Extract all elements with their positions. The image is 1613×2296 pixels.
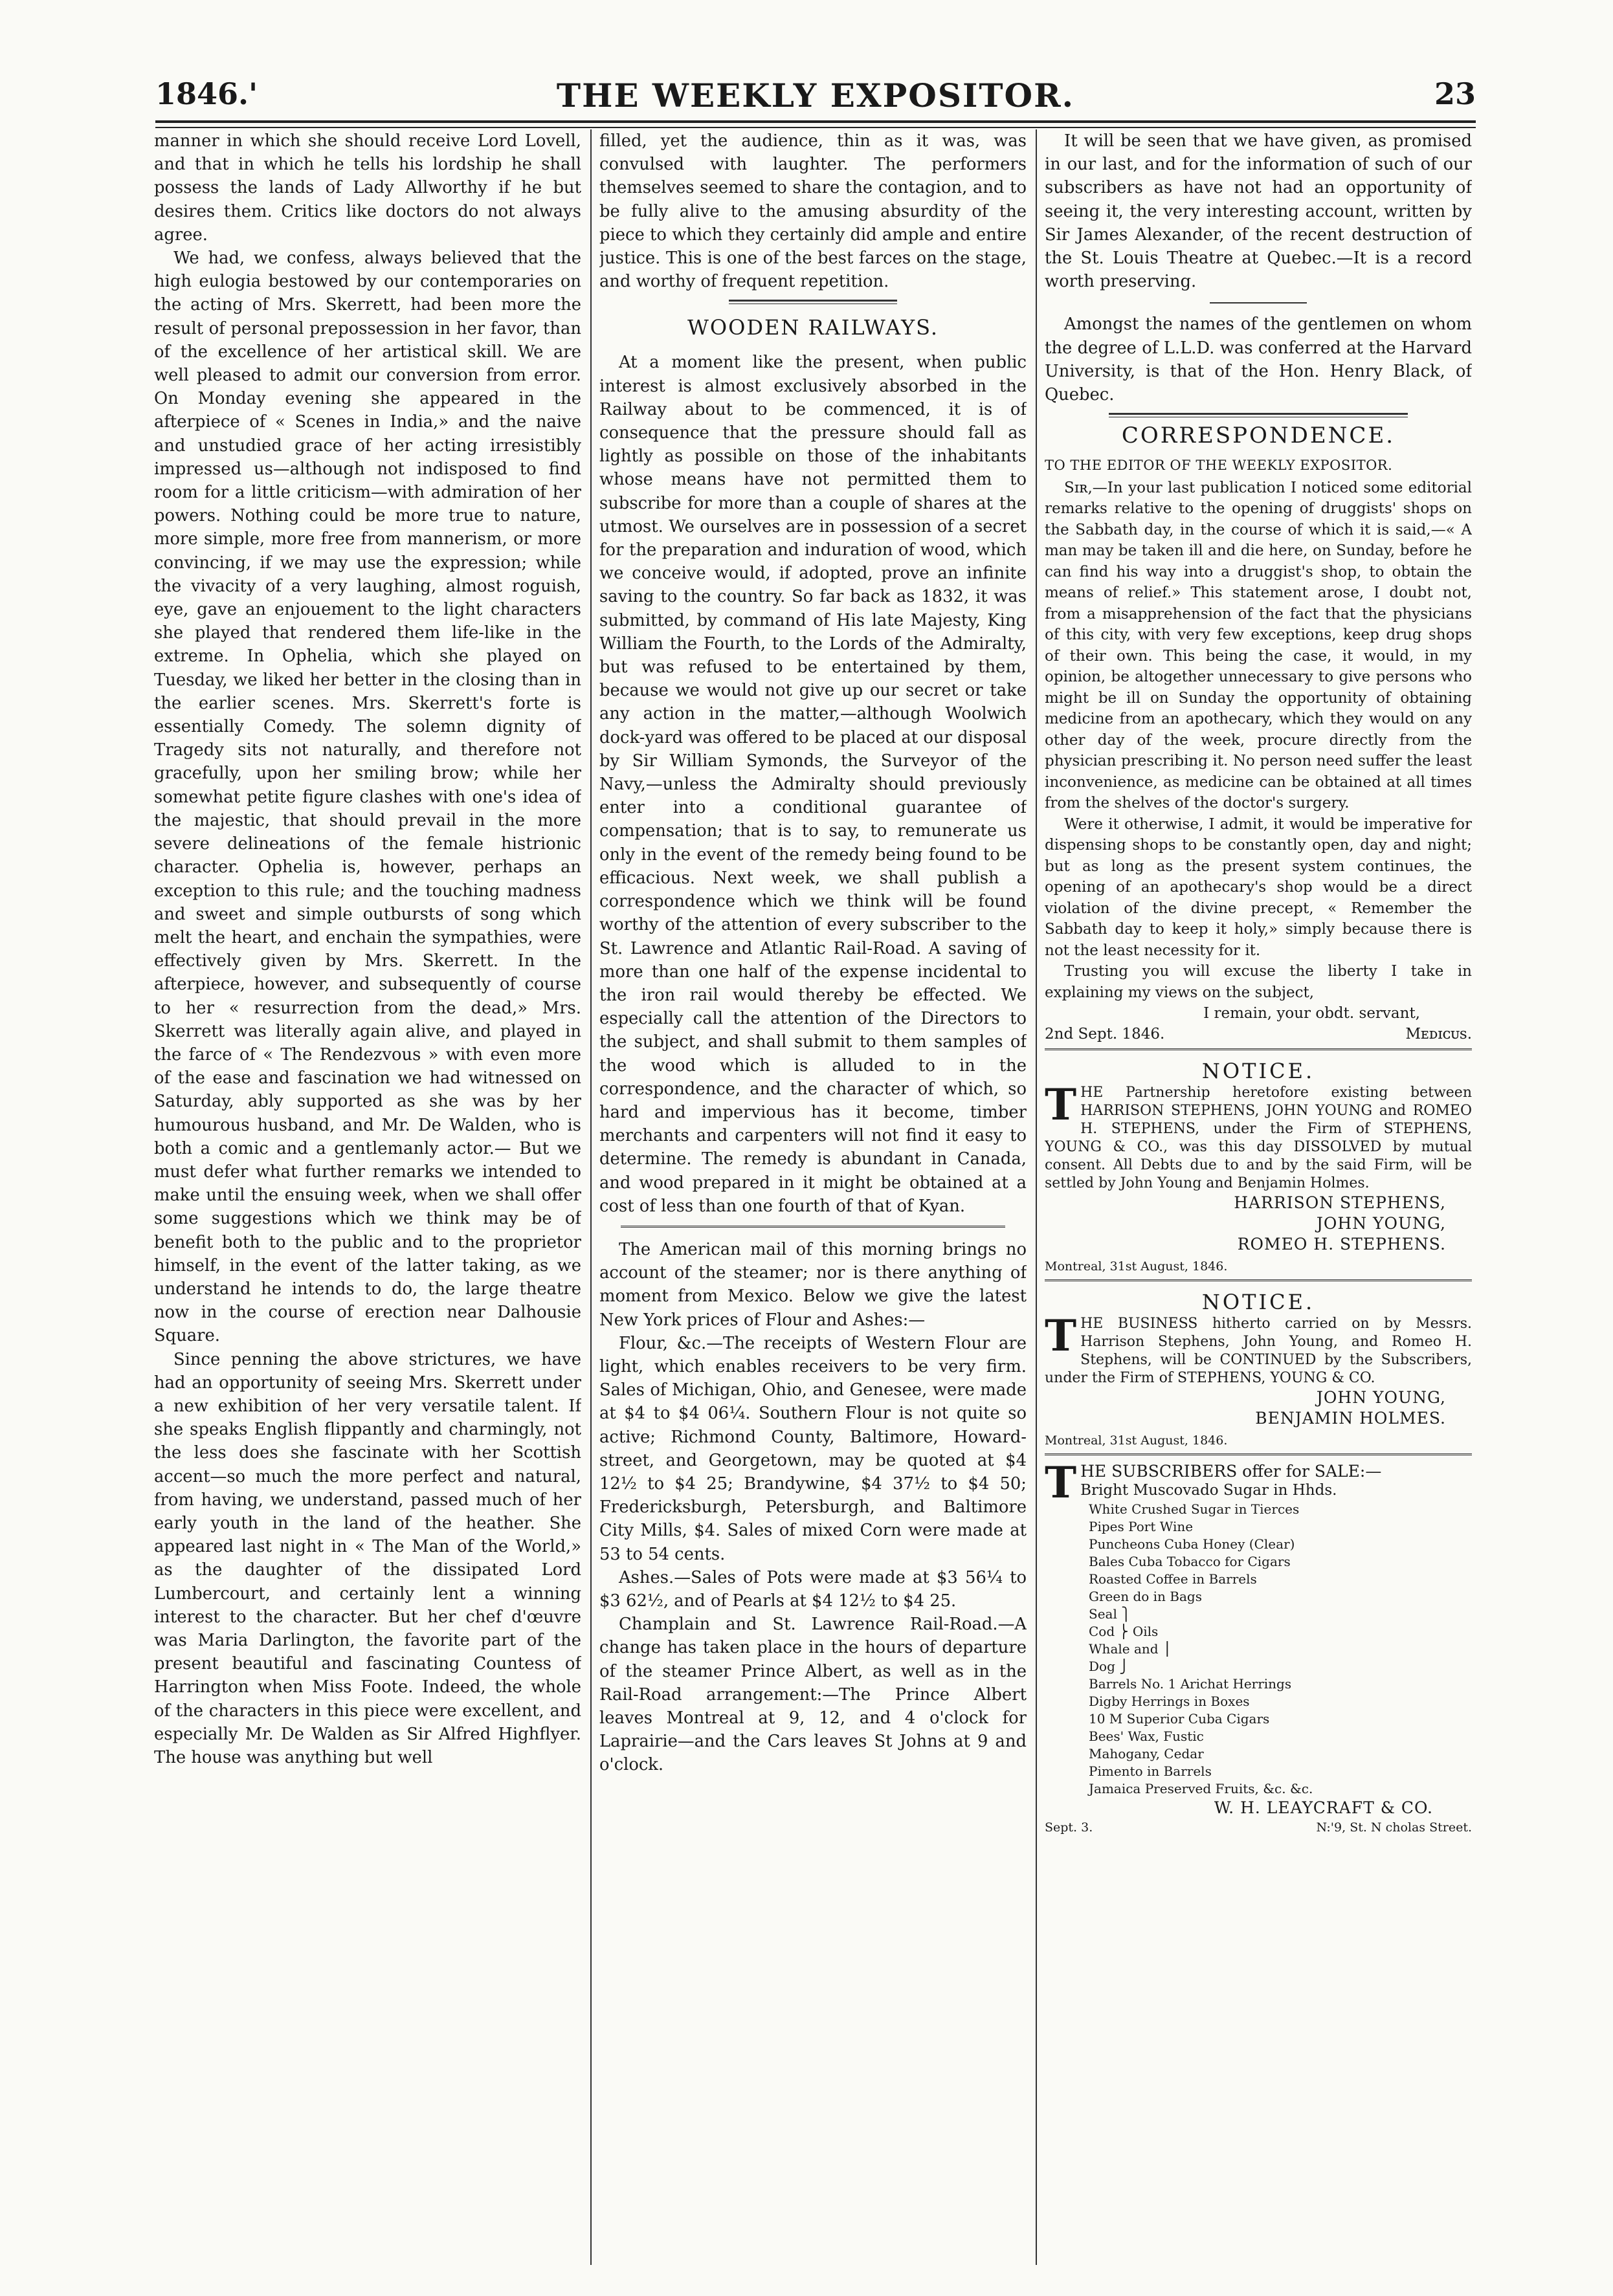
notice-signature: JOHN YOUNG,: [1316, 1214, 1446, 1233]
ashes-prices-text: Ashes.—Sales of Pots were made at $3 56¼ to $3 62½, and of Pearls at $4 12½ to $4 25.: [599, 1567, 1027, 1611]
sale-item: Jamaica Preserved Fruits, &c. &c.: [1089, 1781, 1313, 1797]
sale-item: Pipes Port Wine: [1089, 1519, 1194, 1535]
dropcap: T: [1045, 1079, 1077, 1131]
sale-item: Dog ⎭: [1089, 1659, 1129, 1675]
notice-continuation: [1045, 1289, 1472, 1450]
sale-item: Bees' Wax, Fustic: [1089, 1728, 1204, 1745]
correspondence-letter-p3: Trusting you will excuse the liberty I take in explaining my views on the subject,: [1045, 963, 1472, 1001]
sale-item: 10 M Superior Cuba Cigars: [1089, 1711, 1270, 1727]
column-divider-2: [1036, 129, 1037, 2265]
lld-degree-text: Amongst the names of the gentlemen on whom the degree of L.L.D. was conferred at the Harvard University, is that of the Hon. Henry Black, of Quebec.: [1045, 315, 1472, 405]
correspondence-letter-p1: Sɪʀ,—In your last publication I noticed some editorial remarks relative to the opening of druggists' shops on the Sabbath day, in the course of which it is said,—« A man may be taken ill and die here, on Sunday, before he can find his way into a druggist's shop, to obtain the means of relief.» This statement arose, I doubt not, from a misapprehension of the fact that the physicians of this city, with very few exceptions, keep drug shops of their own. This being the case, it would, in my opinion, be altogether unnecessary to give persons who might be ill on Sunday the opportunity of obtaining medicine from an apothecary, which they would on any other day of the week, procure directly from the physician prescribing it. No person need suffer the least inconvenience, as medicine can be obtained at all times from the shelves of the doctor's surgery.: [1045, 479, 1472, 812]
notice-date: Montreal, 31st August, 1846.: [1045, 1259, 1228, 1274]
correspondence-signature: Mᴇᴅɪᴄᴜs.: [1405, 1026, 1472, 1043]
newspaper-title: THE WEEKLY EXPOSITOR.: [556, 76, 1075, 115]
champlain-railroad-text: Champlain and St. Lawrence Rail-Road.—A change has taken place in the hours of departure of the steamer Prince Albert, as well as in the Rail-Road arrangement:—The Prince Albert leaves Montreal at 9, 12, and 4 o'clock for Laprairie—and the Cars leaves St Johns at 9 and o'clock.: [599, 1615, 1027, 1775]
sale-advertisement: [1045, 1457, 1472, 1837]
sale-firm: W. H. LEAYCRAFT & CO.: [1214, 1798, 1433, 1818]
section-rule: [1210, 302, 1307, 304]
correspondence-closing: I remain, your obdt. servant,: [1203, 1005, 1420, 1022]
notice-body: HE Partnership heretofore existing between HARRISON STEPHENS, JOHN YOUNG and ROMEO H. STEPHENS, under the Firm of STEPHENS, YOUNG & CO., was this day DISSOLVED by mutual consent. All Debts due to and by the said Firm, will be settled by John Young and Benjamin Holmes.: [1045, 1085, 1472, 1192]
sale-address: N:'9, St. N cholas Street.: [1316, 1820, 1472, 1835]
correspondence-signature-line: [1045, 1024, 1472, 1044]
dropcap: T: [1045, 1310, 1077, 1362]
sale-item: White Crushed Sugar in Tierces: [1089, 1501, 1300, 1518]
sale-item: Puncheons Cuba Honey (Clear): [1089, 1536, 1295, 1552]
theatre-review-p1: manner in which she should receive Lord Lovell, and that in which he tells his lordship he shall possess the lands of Lady Allworthy if he but desires them. Critics like doctors do not always agree.: [154, 131, 581, 245]
sale-item: Cod ⎬ Oils: [1089, 1624, 1159, 1640]
sale-item: Green do in Bags: [1089, 1589, 1202, 1605]
sale-item: Digby Herrings in Boxes: [1089, 1694, 1250, 1710]
correspondence-date: 2nd Sept. 1846.: [1045, 1026, 1165, 1043]
notice-signature: BENJAMIN HOLMES.: [1255, 1409, 1446, 1428]
wooden-railways-text: At a moment like the present, when public interest is almost exclusively absorbed in the Railway about to be commenced, it is of consequence that the pressure should fall as lightly as possible on those of the inhabitants whose means have not permitted them to subscribe for more than a couple of shares at the utmost. We ourselves are in possession of a secret for the preparation and induration of wood, which we conceive would, if adopted, prove an infinite saving to the country. So far back as 1832, it was submitted, by command of His late Majesty, King William the Fourth, to the Lords of the Admiralty, but was refused to be entertained by them, because we would not give up our secret or take any action in the matter,—although Woolwich dock-yard was offered to be placed at our disposal by Sir William Symonds, the Surveyor of the Navy,—unless the Admiralty should previously enter into a conditional guarantee of compensation; that is to say, to remunerate us only in the event of the remedy being found to be efficacious. Next week, we shall publish a correspondence which we think will be found worthy of the attention of every subscriber to the St. Lawrence and Atlantic Rail-Road. A saving of more than one half of the expense incidental to the iron rail would thereby be effected. We especially call the attention of the Directors to the subject, and shall submit to them samples of the wood which is alluded to in the correspondence, and the character of which, so hard and impervious has it become, timber merchants and carpenters will not find it easy to determine. The remedy is abundant in Canada, and wood prepared in it might be obtained at a cost of less than one fourth of that of Kyan.: [599, 353, 1027, 1216]
column-2: [599, 129, 1027, 2271]
sale-intro: HE SUBSCRIBERS offer for SALE:—: [1080, 1462, 1382, 1481]
section-rule: [621, 1226, 1005, 1230]
sale-item: Barrels No. 1 Arichat Herrings: [1089, 1676, 1292, 1692]
flour-prices-text: Flour, &c.—The receipts of Western Flour are light, which enables receivers to be very firm. Sales of Michigan, Ohio, and Genesee, were made at $4 to $4 06¼. Southern Flour is not quite so active; Richmond County, Baltimore, Howard-street, and Georgetown, may be quoted at $4 12½ to $4 25; Brandywine, $4 37½ to $4 50; Fredericksburgh, Petersburgh, and Baltimore City Mills, $4. Sales of mixed Corn were made at 53 to 54 cents.: [599, 1333, 1027, 1564]
section-rule: [1045, 1048, 1472, 1053]
sale-footer: [1045, 1818, 1472, 1837]
column-1: [154, 129, 581, 2271]
sale-goods-list: [1089, 1501, 1472, 1798]
dropcap: T: [1045, 1457, 1077, 1508]
correspondence-addressee: TO THE EDITOR OF THE WEEKLY EXPOSITOR.: [1045, 458, 1393, 474]
american-mail-text: The American mail of this morning brings no account of the steamer; nor is there anything of moment from Mexico. Below we give the latest New York prices of Flour and Ashes:—: [599, 1239, 1027, 1330]
page-number: 23: [1434, 76, 1476, 111]
section-rule: [729, 300, 897, 304]
sale-item: Seal ⎫: [1089, 1606, 1131, 1622]
notice-signature: JOHN YOUNG,: [1316, 1388, 1446, 1407]
header-rule: [155, 120, 1476, 128]
notice-body: HE BUSINESS hitherto carried on by Messrs. Harrison Stephens, John Young, and Romeo H. Stephens, will be CONTINUED by the Subscribers, under the Firm of STEPHENS, YOUNG & CO.: [1045, 1316, 1472, 1387]
section-rule: [1109, 413, 1408, 417]
notice-date: Montreal, 31st August, 1846.: [1045, 1433, 1228, 1448]
sale-item: Roasted Coffee in Barrels: [1089, 1571, 1257, 1587]
sale-date: Sept. 3.: [1045, 1820, 1093, 1835]
wooden-railways-heading: WOODEN RAILWAYS.: [687, 315, 939, 340]
sale-item: Bales Cuba Tobacco for Cigars: [1089, 1554, 1291, 1570]
sale-item: Pimento in Barrels: [1089, 1763, 1212, 1780]
theatre-review-p3: Since penning the above strictures, we have had an opportunity of seeing Mrs. Skerrett under a new exhibition of her very versatile talent. If she speaks English flippantly and charmingly, not the less does she fascinate with her Scottish accent—so much the more perfect and natural, from having, we understand, passed much of her early youth in the land of the heather. She appeared last night in « The Man of the World,» as the daughter of the dissipated Lord Lumbercourt, and certainly lent a winning interest to the character. But her chef d'œuvre was Maria Darlington, the favorite part of the present beautiful and fascinating Countess of Harrington when Miss Foote. Indeed, the whole of the characters in this piece were excellent, and especially Mr. De Walden as Sir Alfred Highflyer. The house was anything but well: [154, 1349, 581, 1768]
header-date: 1846.': [155, 76, 258, 111]
sale-item: Mahogany, Cedar: [1089, 1746, 1204, 1762]
sale-item: Whale and ⎪: [1089, 1641, 1172, 1657]
correspondence-letter-p2: Were it otherwise, I admit, it would be imperative for dispensing shops to be constantly open, day and night; but as long as the present system continues, the opening of an apothecary's shop would be a direct violation of the divine precept, « Remember the Sabbath day to keep it holy,» simply because there is not the least necessity for it.: [1045, 815, 1472, 959]
correspondence-heading: CORRESPONDENCE.: [1121, 423, 1396, 449]
theatre-review-continued: filled, yet the audience, thin as it was, was convulsed with laughter. The performers themselves seemed to share the contagion, and to be fully alive to the amusing absurdity of the piece to which they certainly did ample and entire justice. This is one of the best farces on the stage, and worthy of frequent repetition.: [599, 131, 1027, 292]
page-header: [155, 76, 1476, 123]
notice-signature: HARRISON STEPHENS,: [1234, 1193, 1446, 1213]
column-divider-1: [590, 129, 592, 2265]
theatre-review-p2: We had, we confess, always believed that the high eulogia bestowed by our contemporaries on the acting of Mrs. Skerrett, had been more the result of personal prepossession in her favor, than of the excellence of her artistical skill. We are well pleased to admit our conversion from error. On Monday evening she appeared in the afterpiece of « Scenes in India,» and the naive and unstudied grace of her acting irresistibly impressed us—although not indisposed to find room for a little criticism—with admiration of her powers. Nothing could be more true to nature, more simple, more free from mannerism, or more convincing, if we may use the expression; while the vivacity of a very laughing, almost roguish, eye, gave an enjouement to the light characters she played that rendered them life-like in the extreme. In Ophelia, which she played on Tuesday, we liked her better in the closing than in the earlier scenes. Mrs. Skerrett's forte is essentially Comedy. The solemn dignity of Tragedy sits not naturally, and therefore not gracefully, upon her smiling brow; while her somewhat petite figure clashes with one's idea of the majestic, that should prevail in the more severe delineations of the female histrionic character. Ophelia is, however, perhaps an exception to this rule; and the touching madness and sweet and simple outbursts of song which melt the heart, and enchain the sympathies, were effectively given by Mrs. Skerrett. In the afterpiece, however, and subsequently of course to her « resurrection from the dead,» Mrs. Skerrett was literally again alive, and played in the farce of « The Rendezvous » with even more of the ease and fascination we had witnessed on Saturday, ably supported as she was by her humourous husband, and Mr. De Walden, who is both a comic and a gentlemanly actor.— But we must defer what further remarks we intended to make until the ensuing week, when we shall offer some suggestions which we think may be of benefit both to the public and to the proprietor himself, in the event of the latter taking, as we understand he intends to do, the large theatre now in the course of erection near Dalhousie Square.: [154, 248, 581, 1346]
column-3: [1045, 129, 1472, 2271]
notice-signature: ROMEO H. STEPHENS.: [1237, 1235, 1446, 1254]
alexander-account-text: It will be seen that we have given, as promised in our last, and for the information of such of our subscribers as have not had an opportunity of seeing it, the very interesting account, written by Sir James Alexander, of the recent destruction of the St. Louis Theatre at Quebec.—It is a record worth preserving.: [1045, 131, 1472, 292]
notice-title: NOTICE.: [1201, 1290, 1315, 1315]
section-rule: [1045, 1279, 1472, 1284]
sale-first-item: Bright Muscovado Sugar in Hhds.: [1080, 1482, 1337, 1499]
notice-title: NOTICE.: [1201, 1059, 1315, 1084]
section-rule: [1045, 1453, 1472, 1458]
notice-dissolution: [1045, 1058, 1472, 1275]
